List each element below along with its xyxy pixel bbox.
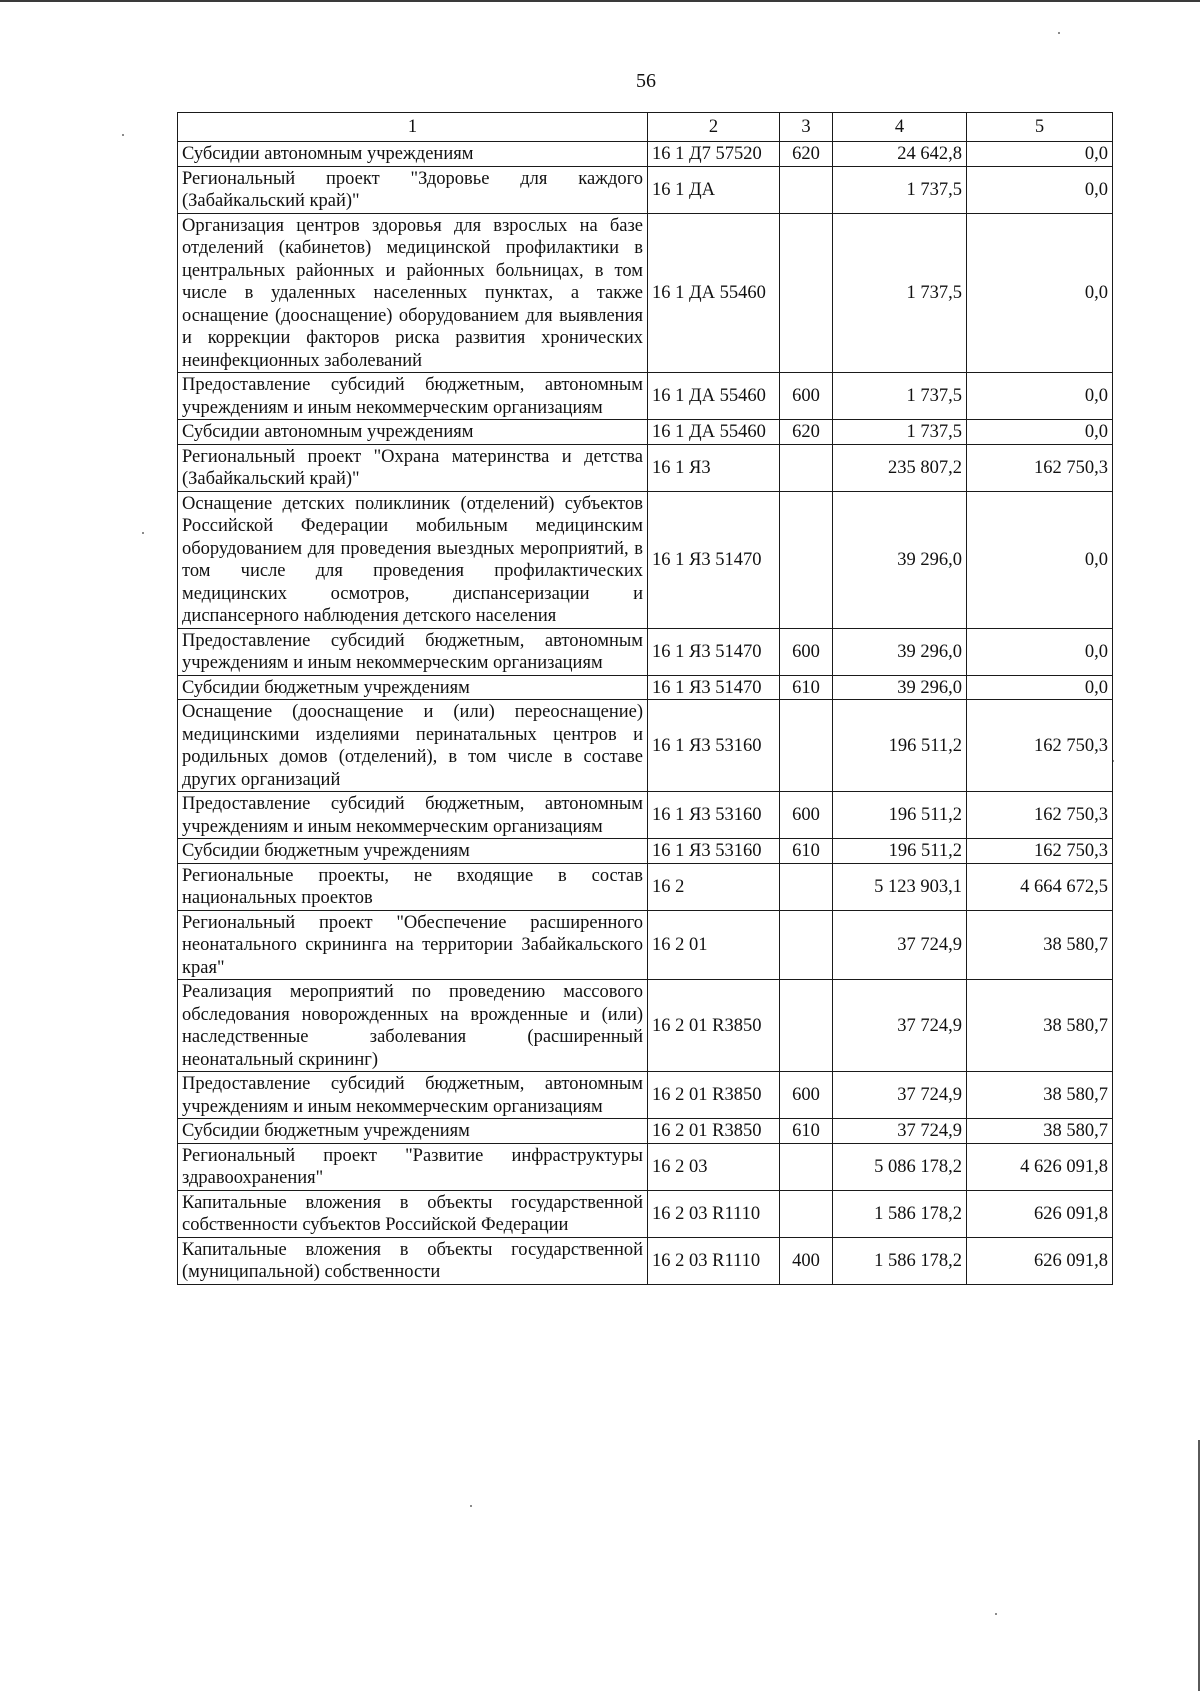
- row-amount-col4-cell: 1 737,5: [833, 213, 967, 373]
- row-code-cell: 16 1 ДА 55460: [648, 373, 780, 420]
- row-name-cell: Региональный проект "Развитие инфраструктуры здравоохранения": [178, 1143, 648, 1190]
- table-row: [178, 839, 1113, 864]
- page-number: 56: [636, 70, 656, 92]
- row-amount-col4-cell: 5 086 178,2: [833, 1143, 967, 1190]
- row-amount-col4-cell: 39 296,0: [833, 628, 967, 675]
- row-code-cell: 16 2 01 R3850: [648, 1072, 780, 1119]
- table-row: [178, 491, 1113, 628]
- row-expense-type-cell: [780, 166, 833, 213]
- row-amount-col5-cell: 0,0: [967, 628, 1113, 675]
- row-amount-col4-cell: 37 724,9: [833, 1072, 967, 1119]
- row-expense-type-cell: [780, 444, 833, 491]
- row-expense-type-cell: 610: [780, 675, 833, 700]
- row-code-cell: 16 1 ДА 55460: [648, 420, 780, 445]
- row-name-cell: Региональные проекты, не входящие в состав национальных проектов: [178, 863, 648, 910]
- budget-table: [177, 112, 1113, 1285]
- table-row: [178, 863, 1113, 910]
- table-row: [178, 1190, 1113, 1237]
- row-amount-col5-cell: 162 750,3: [967, 444, 1113, 491]
- row-expense-type-cell: [780, 1143, 833, 1190]
- row-expense-type-cell: [780, 213, 833, 373]
- row-code-cell: 16 1 ДА 55460: [648, 213, 780, 373]
- row-code-cell: 16 2: [648, 863, 780, 910]
- table-row: [178, 1237, 1113, 1284]
- row-amount-col4-cell: 5 123 903,1: [833, 863, 967, 910]
- table-row: [178, 373, 1113, 420]
- table-row: [178, 628, 1113, 675]
- row-amount-col5-cell: 162 750,3: [967, 792, 1113, 839]
- row-amount-col4-cell: 1 586 178,2: [833, 1237, 967, 1284]
- row-name-cell: Оснащение (дооснащение и (или) переоснащение) медицинскими изделиями перинатальных центров и родильных домов (отделений), в том числе в составе других организаций: [178, 700, 648, 792]
- row-amount-col5-cell: 38 580,7: [967, 1072, 1113, 1119]
- row-expense-type-cell: [780, 700, 833, 792]
- row-name-cell: Региональный проект "Охрана материнства и детства (Забайкальский край)": [178, 444, 648, 491]
- row-code-cell: 16 2 03 R1110: [648, 1190, 780, 1237]
- row-amount-col4-cell: 39 296,0: [833, 675, 967, 700]
- table-row: [178, 675, 1113, 700]
- row-expense-type-cell: 600: [780, 628, 833, 675]
- row-expense-type-cell: 620: [780, 420, 833, 445]
- scan-speck: [470, 1505, 472, 1507]
- row-amount-col4-cell: 37 724,9: [833, 980, 967, 1072]
- row-amount-col4-cell: 1 737,5: [833, 373, 967, 420]
- table-row: [178, 142, 1113, 167]
- row-amount-col5-cell: 162 750,3: [967, 700, 1113, 792]
- row-amount-col4-cell: 196 511,2: [833, 700, 967, 792]
- row-name-cell: Субсидии бюджетным учреждениям: [178, 1119, 648, 1144]
- row-name-cell: Региональный проект "Обеспечение расширенного неонатального скрининга на территории Забайкальского края": [178, 910, 648, 980]
- row-expense-type-cell: [780, 863, 833, 910]
- row-name-cell: Реализация мероприятий по проведению массового обследования новорожденных на врожденные и (или) наследственные заболевания (расширенный неонатальный скрининг): [178, 980, 648, 1072]
- row-code-cell: 16 1 Я3 51470: [648, 491, 780, 628]
- row-amount-col5-cell: 626 091,8: [967, 1190, 1113, 1237]
- table-row: [178, 444, 1113, 491]
- column-header: 1: [178, 113, 648, 142]
- row-expense-type-cell: 600: [780, 373, 833, 420]
- row-name-cell: Предоставление субсидий бюджетным, автономным учреждениям и иным некоммерческим организациям: [178, 373, 648, 420]
- row-code-cell: 16 2 01 R3850: [648, 1119, 780, 1144]
- row-amount-col4-cell: 37 724,9: [833, 1119, 967, 1144]
- row-amount-col4-cell: 196 511,2: [833, 839, 967, 864]
- column-header: 4: [833, 113, 967, 142]
- row-name-cell: Субсидии бюджетным учреждениям: [178, 675, 648, 700]
- row-code-cell: 16 1 Я3 53160: [648, 792, 780, 839]
- row-name-cell: Организация центров здоровья для взрослых на базе отделений (кабинетов) медицинской профилактики в центральных районных и районных больницах, в том числе в удаленных населенных пунктах, а также оснащение (дооснащение) оборудованием для выявления и коррекции факторов риска развития хронических неинфекционных заболеваний: [178, 213, 648, 373]
- row-code-cell: 16 2 01 R3850: [648, 980, 780, 1072]
- row-amount-col4-cell: 24 642,8: [833, 142, 967, 167]
- row-amount-col5-cell: 626 091,8: [967, 1237, 1113, 1284]
- table-header-row: [178, 113, 1113, 142]
- table-row: [178, 166, 1113, 213]
- row-expense-type-cell: 600: [780, 1072, 833, 1119]
- row-name-cell: Капитальные вложения в объекты государственной (муниципальной) собственности: [178, 1237, 648, 1284]
- row-amount-col4-cell: 1 737,5: [833, 420, 967, 445]
- row-amount-col5-cell: 0,0: [967, 373, 1113, 420]
- table-row: [178, 910, 1113, 980]
- scan-speck: [995, 1613, 997, 1615]
- table-row: [178, 980, 1113, 1072]
- scan-speck: [122, 134, 124, 136]
- table-row: [178, 213, 1113, 373]
- row-amount-col5-cell: 38 580,7: [967, 980, 1113, 1072]
- row-amount-col4-cell: 37 724,9: [833, 910, 967, 980]
- row-expense-type-cell: 610: [780, 839, 833, 864]
- row-name-cell: Предоставление субсидий бюджетным, автономным учреждениям и иным некоммерческим организациям: [178, 1072, 648, 1119]
- row-amount-col4-cell: 196 511,2: [833, 792, 967, 839]
- row-amount-col5-cell: 0,0: [967, 420, 1113, 445]
- table-row: [178, 420, 1113, 445]
- row-amount-col5-cell: 0,0: [967, 166, 1113, 213]
- row-amount-col5-cell: 0,0: [967, 675, 1113, 700]
- row-code-cell: 16 1 Я3 51470: [648, 675, 780, 700]
- row-code-cell: 16 1 Я3 51470: [648, 628, 780, 675]
- row-name-cell: Оснащение детских поликлиник (отделений) субъектов Российской Федерации мобильным медицинским оборудованием для проведения выездных мероприятий, в том числе для проведения профилактических медицинских осмотров, диспансеризации и диспансерного наблюдения детского населения: [178, 491, 648, 628]
- column-header: 5: [967, 113, 1113, 142]
- row-amount-col4-cell: 1 737,5: [833, 166, 967, 213]
- row-expense-type-cell: [780, 910, 833, 980]
- row-code-cell: 16 1 Д7 57520: [648, 142, 780, 167]
- row-code-cell: 16 1 Я3 53160: [648, 839, 780, 864]
- scan-speck: [1058, 32, 1060, 34]
- row-amount-col4-cell: 1 586 178,2: [833, 1190, 967, 1237]
- scan-border-top: [0, 0, 1200, 2]
- table-row: [178, 700, 1113, 792]
- row-expense-type-cell: 400: [780, 1237, 833, 1284]
- row-code-cell: 16 2 01: [648, 910, 780, 980]
- column-header: 2: [648, 113, 780, 142]
- row-expense-type-cell: 600: [780, 792, 833, 839]
- row-expense-type-cell: 620: [780, 142, 833, 167]
- row-name-cell: Региональный проект "Здоровье для каждого (Забайкальский край)": [178, 166, 648, 213]
- row-name-cell: Предоставление субсидий бюджетным, автономным учреждениям и иным некоммерческим организациям: [178, 792, 648, 839]
- row-amount-col5-cell: 4 626 091,8: [967, 1143, 1113, 1190]
- row-name-cell: Субсидии автономным учреждениям: [178, 142, 648, 167]
- row-amount-col5-cell: 0,0: [967, 213, 1113, 373]
- table-body: [178, 142, 1113, 1285]
- row-code-cell: 16 2 03 R1110: [648, 1237, 780, 1284]
- row-name-cell: Субсидии автономным учреждениям: [178, 420, 648, 445]
- row-amount-col5-cell: 162 750,3: [967, 839, 1113, 864]
- table-row: [178, 792, 1113, 839]
- row-code-cell: 16 1 ДА: [648, 166, 780, 213]
- row-amount-col4-cell: 39 296,0: [833, 491, 967, 628]
- row-code-cell: 16 1 Я3: [648, 444, 780, 491]
- row-amount-col5-cell: 38 580,7: [967, 1119, 1113, 1144]
- row-name-cell: Субсидии бюджетным учреждениям: [178, 839, 648, 864]
- row-amount-col5-cell: 4 664 672,5: [967, 863, 1113, 910]
- row-amount-col4-cell: 235 807,2: [833, 444, 967, 491]
- scan-speck: [142, 532, 144, 534]
- row-name-cell: Капитальные вложения в объекты государственной собственности субъектов Российской Федерации: [178, 1190, 648, 1237]
- row-amount-col5-cell: 0,0: [967, 142, 1113, 167]
- row-expense-type-cell: 610: [780, 1119, 833, 1144]
- row-expense-type-cell: [780, 1190, 833, 1237]
- table-row: [178, 1143, 1113, 1190]
- table-row: [178, 1119, 1113, 1144]
- row-name-cell: Предоставление субсидий бюджетным, автономным учреждениям и иным некоммерческим организациям: [178, 628, 648, 675]
- row-amount-col5-cell: 38 580,7: [967, 910, 1113, 980]
- row-code-cell: 16 1 Я3 53160: [648, 700, 780, 792]
- row-expense-type-cell: [780, 491, 833, 628]
- table-row: [178, 1072, 1113, 1119]
- row-amount-col5-cell: 0,0: [967, 491, 1113, 628]
- column-header: 3: [780, 113, 833, 142]
- row-code-cell: 16 2 03: [648, 1143, 780, 1190]
- row-expense-type-cell: [780, 980, 833, 1072]
